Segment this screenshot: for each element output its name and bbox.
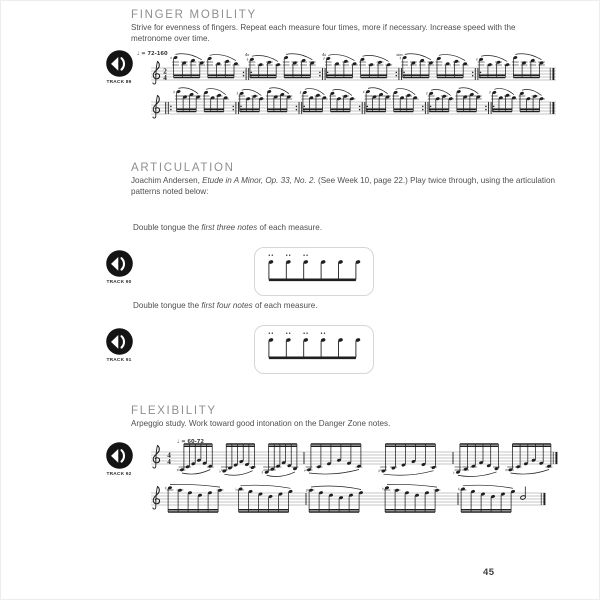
svg-text:♯: ♯ xyxy=(246,58,249,64)
track-label: TRACK 92 xyxy=(106,471,132,477)
svg-text:♭: ♭ xyxy=(303,468,306,474)
svg-text:sim.: sim. xyxy=(396,52,404,57)
svg-text:♯: ♯ xyxy=(457,487,460,493)
articulation-text-prefix: Joachim Andersen, xyxy=(131,176,203,185)
track-label: TRACK 91 xyxy=(106,357,132,363)
speaker-icon xyxy=(105,441,134,470)
svg-text:♯: ♯ xyxy=(299,91,302,97)
double-tongue-three-instruction: Double tongue the first three notes of each measure. xyxy=(133,223,322,232)
music-staff-finger-mobility-2 xyxy=(147,85,561,125)
svg-text:♯: ♯ xyxy=(322,57,326,63)
tempo-marking-flexibility: ♩ = 60-72 xyxy=(177,439,204,445)
music-staff-flexibility-1 xyxy=(147,437,561,485)
svg-text:♭: ♭ xyxy=(452,470,455,476)
section-heading-flexibility: FLEXIBILITY xyxy=(131,405,217,417)
svg-text:4: 4 xyxy=(167,451,171,460)
page-number: 45 xyxy=(483,567,495,578)
track-label: TRACK 90 xyxy=(106,279,132,285)
svg-text:♭: ♭ xyxy=(235,487,238,493)
svg-text:♭: ♭ xyxy=(381,486,384,492)
svg-text:♯: ♯ xyxy=(170,56,173,62)
svg-text:♭: ♭ xyxy=(219,469,222,475)
svg-text:♯: ♯ xyxy=(425,92,428,98)
svg-text:♯: ♯ xyxy=(164,486,167,492)
section-heading-finger-mobility: FINGER MOBILITY xyxy=(131,9,257,21)
svg-text:♯: ♯ xyxy=(305,488,308,494)
speaker-icon xyxy=(105,249,134,278)
svg-text:2: 2 xyxy=(163,67,167,76)
articulation-instructions xyxy=(131,176,555,197)
music-staff-flexibility-2 xyxy=(147,483,561,527)
tempo-marking-finger-mobility: ♩ = 72-160 xyxy=(137,51,168,57)
svg-text:♯: ♯ xyxy=(236,92,239,98)
svg-text:4x: 4x xyxy=(321,52,327,57)
svg-text:♯: ♯ xyxy=(399,56,402,62)
svg-text:4: 4 xyxy=(167,458,171,466)
rhythm-pattern-1 xyxy=(256,248,373,294)
svg-text:♯: ♯ xyxy=(176,468,179,474)
articulation-text-suffix: (See Week 10, page 22.) Play twice through, using the articulation patterns noted below: xyxy=(131,176,555,196)
track-91-badge xyxy=(97,327,141,363)
rhythm-pattern-box-2 xyxy=(254,325,374,374)
speaker-icon xyxy=(105,49,134,78)
svg-text:4: 4 xyxy=(163,74,167,82)
svg-text:♯: ♯ xyxy=(173,90,176,96)
svg-text:♯: ♯ xyxy=(488,91,492,97)
articulation-etude-title: Etude in A Minor, Op. 33, No. 2. xyxy=(202,176,316,185)
svg-text:♯: ♯ xyxy=(261,470,264,476)
track-90-badge xyxy=(97,249,141,285)
rhythm-pattern-box-1 xyxy=(254,247,374,296)
track-label: TRACK 89 xyxy=(106,79,132,85)
rhythm-pattern-2 xyxy=(256,326,373,372)
flexibility-instructions: Arpeggio study. Work toward good intonation on the Danger Zone notes. xyxy=(131,419,391,428)
svg-text:4x: 4x xyxy=(244,52,250,57)
track-92-badge xyxy=(97,441,141,477)
svg-text:♯: ♯ xyxy=(378,469,381,475)
track-89-badge xyxy=(97,49,141,85)
svg-text:♯: ♯ xyxy=(505,468,508,474)
double-tongue-four-instruction: Double tongue the first four notes of each measure. xyxy=(133,301,318,310)
svg-text:♯: ♯ xyxy=(475,58,478,64)
speaker-icon xyxy=(105,327,134,356)
svg-text:♯: ♯ xyxy=(362,90,365,96)
finger-mobility-instructions: Strive for evenness of fingers. Repeat each measure four times, more if necessary. Increase speed with the metronome over time. xyxy=(131,23,516,43)
section-heading-articulation: ARTICULATION xyxy=(131,162,235,174)
